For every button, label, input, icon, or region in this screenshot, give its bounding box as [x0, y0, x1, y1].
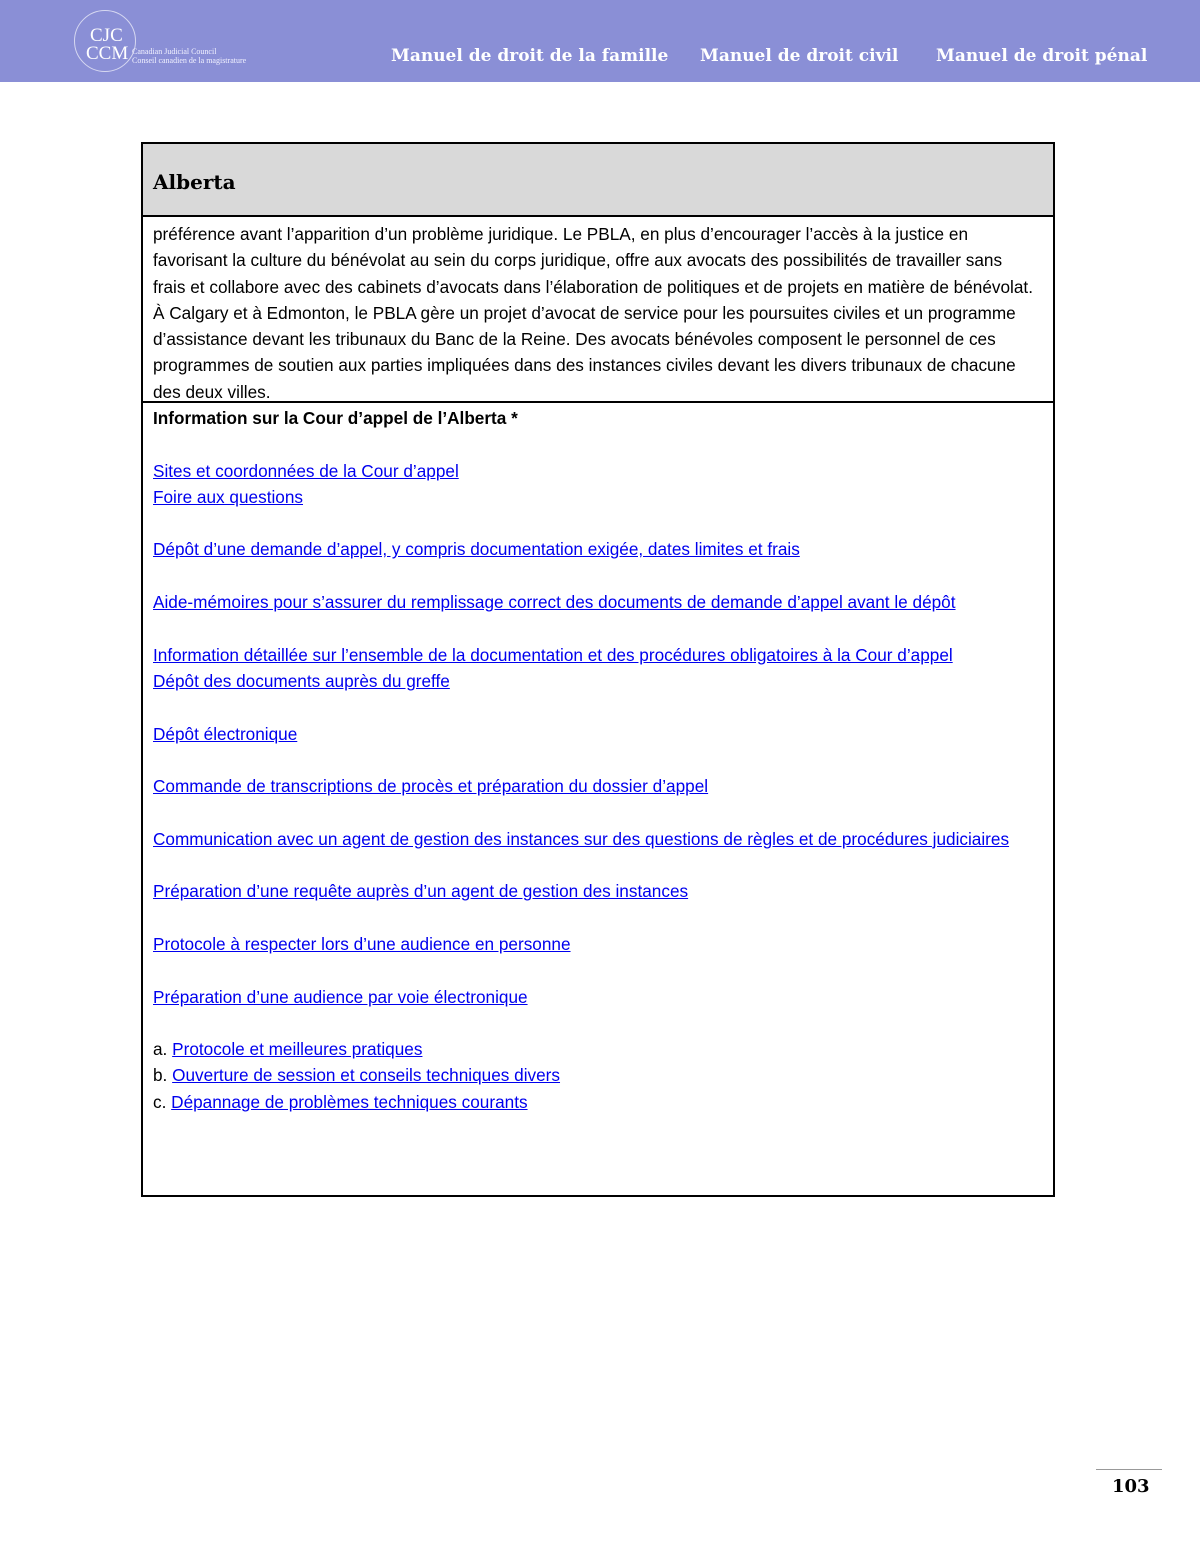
page-number: 103 [1112, 1476, 1150, 1497]
links-cell [143, 403, 1053, 1195]
section-heading: Information sur la Cour d’appel de l’Alberta * [153, 408, 518, 428]
link-faq[interactable]: Foire aux questions [153, 486, 303, 507]
header-banner [0, 0, 1200, 82]
nav-civil-law[interactable]: Manuel de droit civil [700, 46, 899, 66]
link-court-sites[interactable]: Sites et coordonnées de la Cour d’appel [153, 460, 459, 481]
paragraph-cell: préférence avant l’apparition d’un problème juridique. Le PBLA, en plus d’encourager l’accès à la justice en favorisant la culture du bénévolat au sein du corps juridique, offre aux avocats des possibilités de travailler sans frais et collabore avec des cabinets d’avocats dans l’élaboration de politiques et de projets en matière de bénévolat. À Calgary et à Edmonton, le PBLA gère un projet d’avocat de service pour les poursuites civiles et un programme d’assistance devant les tribunaux du Banc de la Reine. Des avocats bénévoles composent le personnel de ces programmes de soutien aux parties impliquées dans des instances civiles devant les divers tribunaux de chacune des deux villes. [143, 217, 1053, 403]
link-checklists[interactable]: Aide-mémoires pour s’assurer du remplissage correct des documents de demande d’appel avant le dépôt [153, 592, 956, 613]
logo-line-2: CCM [86, 43, 129, 64]
link-detailed-info[interactable]: Information détaillée sur l’ensemble de la documentation et des procédures obligatoires à la Cour d’appel [153, 644, 953, 665]
sub-item [153, 1036, 1043, 1062]
link-application-prep[interactable]: Préparation d’une requête auprès d’un agent de gestion des instances [153, 881, 689, 902]
nav-family-law[interactable]: Manuel de droit de la famille [391, 46, 669, 66]
nav-criminal-law[interactable]: Manuel de droit pénal [936, 46, 1148, 66]
logo-name-en: Canadian Judicial Council [132, 47, 217, 56]
sub-item-prefix: a. [153, 1039, 168, 1060]
link-filing-appeal[interactable]: Dépôt d’une demande d’appel, y compris documentation exigée, dates limites et frais [153, 539, 800, 560]
sub-item-prefix: c. [153, 1091, 167, 1112]
link-login-tips[interactable]: Ouverture de session et conseils techniques divers [172, 1065, 561, 1086]
cjc-logo[interactable] [74, 10, 274, 72]
link-in-person-protocol[interactable]: Protocole à respecter lors d’une audience en personne [153, 933, 571, 954]
logo-name-fr: Conseil canadien de la magistrature [132, 56, 247, 65]
link-electronic-hearing[interactable]: Préparation d’une audience par voie électronique [153, 986, 528, 1007]
link-case-management-officer[interactable]: Communication avec un agent de gestion des instances sur des questions de règles et de procédures judiciaires [153, 828, 1010, 849]
logo-line-1: CJC [90, 25, 123, 46]
sub-item [153, 1089, 1043, 1115]
link-transcripts[interactable]: Commande de transcriptions de procès et préparation du dossier d’appel [153, 776, 709, 797]
page-number-rule [1096, 1469, 1162, 1470]
sub-item-prefix: b. [153, 1065, 168, 1086]
info-table [141, 142, 1055, 1197]
sub-item [153, 1062, 1043, 1088]
link-troubleshooting[interactable]: Dépannage de problèmes techniques courants [171, 1091, 528, 1112]
table-header-row [143, 144, 1053, 217]
link-e-filing[interactable]: Dépôt électronique [153, 723, 298, 744]
link-best-practices[interactable]: Protocole et meilleures pratiques [172, 1039, 423, 1060]
table-title: Alberta [153, 170, 236, 194]
link-registry-filing[interactable]: Dépôt des documents auprès du greffe [153, 670, 450, 691]
